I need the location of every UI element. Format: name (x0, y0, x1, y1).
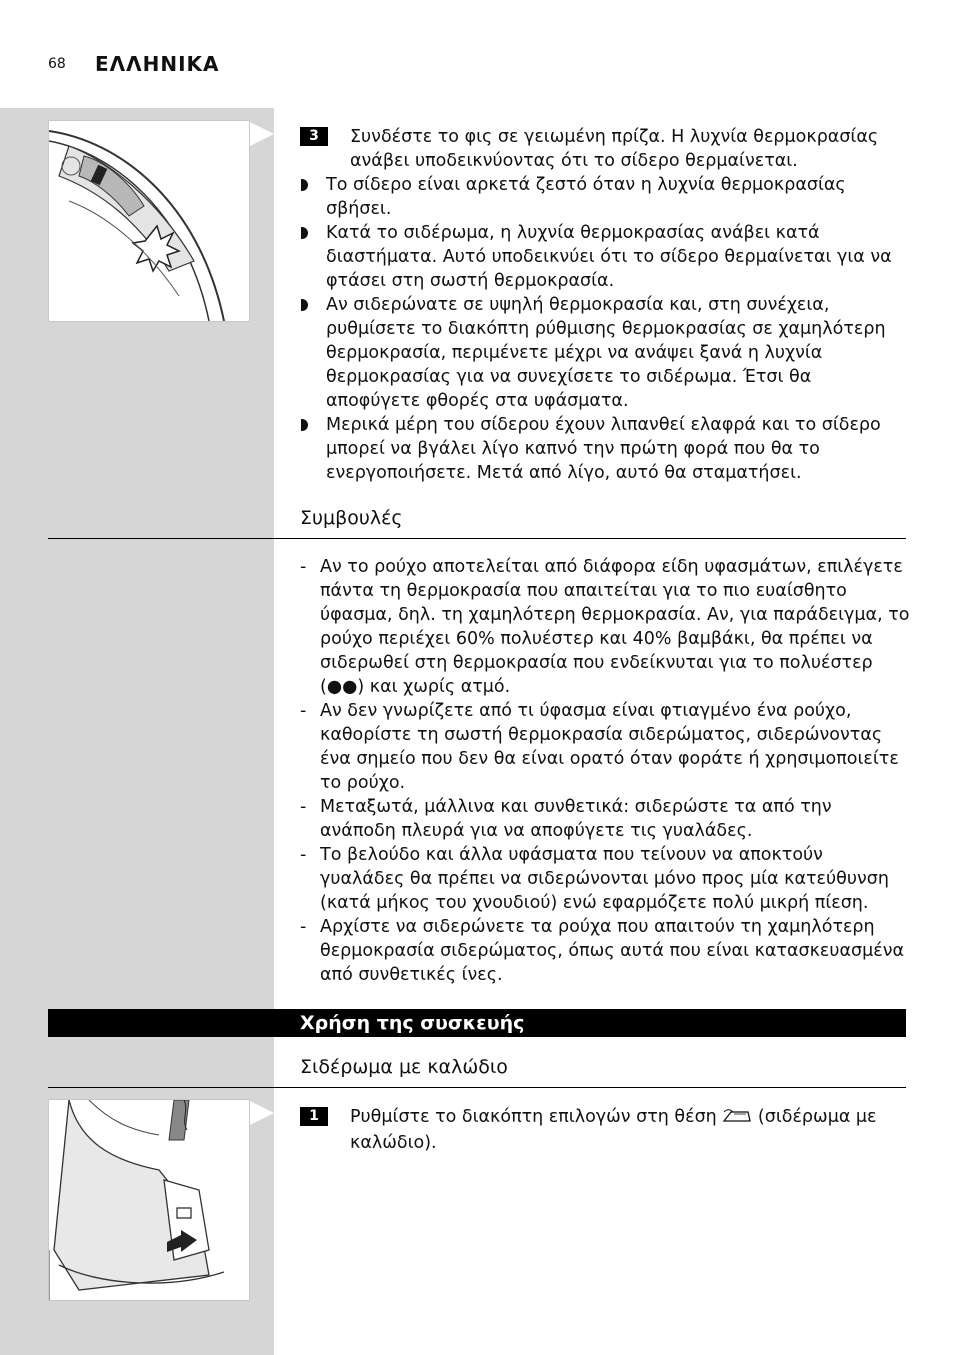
tip-item: - Μεταξωτά, μάλλινα και συνθετικά: σιδερώστε τα από την ανάποδη πλευρά για να αποφύγετε τις γυαλάδες. (300, 797, 832, 841)
tip-item: - Αν το ρούχο αποτελείται από διάφορα είδη υφασμάτων, επιλέγετε πάντα τη θερμοκρασία που απαιτείται για το πιο ευαίσθητο ύφασμα, δηλ. τη χαμηλότερη θερμοκρασία. Αν, για παράδειγμα, το ρούχο περιέχει 60% πολυέστερ και 40% βαμβάκι, θα πρέπει να σιδερωθεί στη θερμοκρασία που ενδείκνυται για το πολυέστερ (●●) και χωρίς ατμό. (300, 557, 910, 697)
step-1-text: Ρυθμίστε το διακόπτη επιλογών στη θέση (σιδέρωμα με καλώδιο). (350, 1107, 877, 1153)
tips-list (300, 555, 910, 987)
note-bullet-icon (301, 419, 308, 431)
step-1 (300, 1105, 910, 1155)
step-number-badge: 3 (300, 127, 328, 146)
note-bullet-icon (301, 299, 308, 311)
illustration-pointer (250, 122, 274, 146)
tips-rule (48, 538, 906, 539)
tip-item: - Αν δεν γνωρίζετε από τι ύφασμα είναι φτιαγμένο ένα ρούχο, καθορίστε τη σωστή θερμοκρασία σιδερώματος, σιδερώνοντας ένα σημείο που δεν θα είναι ορατό όταν φοράτε ή χρησιμοποιείτε το ρούχο. (300, 701, 899, 793)
step-number-badge: 1 (300, 1107, 328, 1126)
section-title-bar (48, 1009, 906, 1037)
note-item: Το σίδερο είναι αρκετά ζεστό όταν η λυχνία θερμοκρασίας σβήσει. (300, 173, 910, 221)
language-heading: ΕΛΛΗΝΙΚΑ (95, 52, 220, 76)
illustration-pointer (250, 1101, 274, 1125)
tips-heading: Συμβουλές (300, 507, 403, 529)
tip-item: - Αρχίστε να σιδερώνετε τα ρούχα που απαιτούν τη χαμηλότερη θερμοκρασία σιδερώματος, όπως αυτά που είναι κατασκευασμένα από συνθετικές ίνες. (300, 917, 905, 985)
corded-ironing-symbol-icon (722, 1107, 752, 1131)
note-item: Αν σιδερώνατε σε υψηλή θερμοκρασία και, στη συνέχεια, ρυθμίσετε το διακόπτη ρύθμισης θερμοκρασίας σε χαμηλότερη θερμοκρασία, περιμένετε μέχρι να ανάψει ξανά η λυχνία θερμοκρασίας για να συνεχίσετε το σιδέρωμα. Έτσι θα αποφύγετε φθορές στα υφάσματα. (300, 293, 910, 413)
section-title: Χρήση της συσκευής (300, 1012, 525, 1034)
page-number: 68 (48, 56, 66, 72)
temperature-light-illustration (48, 120, 250, 322)
selector-switch-illustration (48, 1099, 250, 1301)
tip-item: - Το βελούδο και άλλα υφάσματα που τείνουν να αποκτούν γυαλάδες θα πρέπει να σιδερώνονται μόνο προς μία κατεύθυνση (κατά μήκος του χνουδιού) ενώ εφαρμόζετε πολύ μικρή πίεση. (300, 845, 889, 913)
note-bullet-icon (301, 179, 308, 191)
note-item: Μερικά μέρη του σίδερου έχουν λιπανθεί ελαφρά και το σίδερο μπορεί να βγάλει λίγο καπνό την πρώτη φορά που θα το ενεργοποιήσετε. Μετά από λίγο, αυτό θα σταματήσει. (300, 413, 910, 485)
corded-ironing-heading: Σιδέρωμα με καλώδιο (300, 1056, 508, 1078)
step-3-text: Συνδέστε το φις σε γειωμένη πρίζα. Η λυχνία θερμοκρασίας ανάβει υποδεικνύοντας ότι το σίδερο θερμαίνεται. (350, 127, 879, 171)
corded-rule (48, 1087, 906, 1088)
note-item: Κατά το σιδέρωμα, η λυχνία θερμοκρασίας ανάβει κατά διαστήματα. Αυτό υποδεικνύει ότι το σίδερο θερμαίνεται για να φτάσει στη σωστή θερμοκρασία. (300, 221, 910, 293)
note-bullet-icon (301, 227, 308, 239)
step-3 (300, 125, 910, 173)
notes-list (300, 173, 910, 485)
